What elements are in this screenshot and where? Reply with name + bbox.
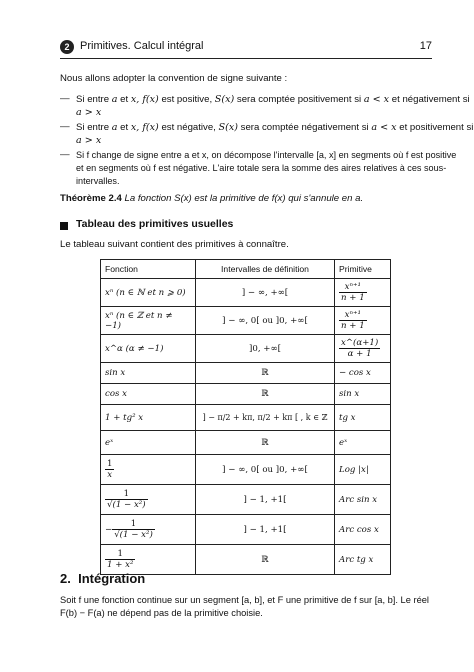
section-square-icon	[60, 222, 68, 230]
bullet-1-line-2: a > x	[76, 107, 102, 118]
intro-text: Nous allons adopter la convention de signe suivante :	[60, 73, 288, 84]
text-run: sera comptée négativement si	[237, 122, 372, 133]
cell-function: sin x	[101, 363, 196, 384]
fraction	[105, 489, 148, 510]
bullet-dash: —	[60, 121, 70, 132]
section-2-line-1: Soit f une fonction continue sur un segment [a, b], et F une primitive de f sur [a, b]. Le réel	[60, 595, 429, 605]
section-2-title: Intégration	[78, 571, 146, 586]
section-lead: Le tableau suivant contient des primitives à connaître.	[60, 239, 289, 250]
text-run: Si entre	[76, 122, 112, 133]
bullet-1-line-1	[76, 93, 470, 106]
cell-primitive: sin x	[335, 384, 391, 405]
cell-domain: ] − ∞, 0[ ou ]0, +∞[	[196, 307, 335, 335]
cell-primitive: Arc cos x	[335, 515, 391, 545]
cell-domain: ] − 1, +1[	[196, 485, 335, 515]
section-number: 2.	[60, 571, 71, 586]
cell-primitive: − cos x	[335, 363, 391, 384]
header-rule	[60, 58, 432, 59]
table-row	[101, 455, 391, 485]
math-a: a	[111, 122, 118, 133]
numerator: 1	[107, 459, 113, 469]
denominator: n + 1	[341, 293, 365, 303]
denominator: α + 1	[347, 349, 372, 359]
table-header-row	[101, 260, 391, 279]
bullet-3-line-2: et en segments où f est négative. L'aire totale sera la somme des aires relatives à ces sous-	[76, 163, 447, 173]
fraction	[112, 519, 155, 540]
fraction	[339, 338, 380, 359]
cell-primitive: eˣ	[335, 431, 391, 455]
fraction	[105, 459, 114, 480]
cell-domain: ℝ	[196, 431, 335, 455]
cell-function: eˣ	[101, 431, 196, 455]
text-run: est positive,	[158, 94, 215, 105]
fraction	[339, 310, 367, 331]
math-condition: a < x	[371, 122, 397, 133]
text-run: et	[117, 94, 131, 105]
fraction	[339, 282, 367, 303]
cell-primitive: Arc tg x	[335, 545, 391, 575]
denominator: √(1 − x²)	[114, 530, 153, 540]
bullet-2-line-2: a > x	[76, 135, 102, 146]
text-run: et	[117, 122, 131, 133]
cell-function	[101, 455, 196, 485]
denominator: 1 + x²	[107, 560, 134, 570]
table-row	[101, 405, 391, 431]
cell-primitive	[335, 335, 391, 363]
bullet-3-line-1: Si f change de signe entre a et x, on décompose l'intervalle [a, x] en segments où f est positive	[76, 150, 457, 160]
running-title: Primitives. Calcul intégral	[80, 40, 204, 52]
cell-domain: ] − 1, +1[	[196, 515, 335, 545]
cell-function: cos x	[101, 384, 196, 405]
fraction	[105, 549, 135, 570]
cell-function: xⁿ (n ∈ ℕ et n ⩾ 0)	[101, 279, 196, 307]
primitives-table	[100, 259, 391, 575]
text-run: est négative,	[158, 122, 219, 133]
numerator: xⁿ⁺¹	[339, 282, 367, 293]
cell-primitive	[335, 279, 391, 307]
text-run: et négativement si	[389, 94, 470, 105]
cell-domain: ℝ	[196, 363, 335, 384]
theorem-2-4	[60, 193, 363, 204]
math-a: a	[111, 94, 118, 105]
bullet-dash: —	[60, 93, 70, 104]
table-row	[101, 545, 391, 575]
denominator: √(1 − x²)	[107, 500, 146, 510]
section-title: Tableau des primitives usuelles	[76, 218, 234, 230]
cell-domain: ℝ	[196, 384, 335, 405]
header-fonction: Fonction	[101, 260, 196, 279]
section-2-line-2: F(b) − F(a) ne dépend pas de la primitive choisie.	[60, 608, 263, 618]
theorem-text: La fonction S(x) est la primitive de f(x) qui s'annule en a.	[124, 193, 364, 204]
theorem-label: Théorème 2.4	[60, 193, 122, 204]
table-row	[101, 335, 391, 363]
running-header	[60, 40, 432, 56]
cell-function: xⁿ (n ∈ ℤ et n ≠ −1)	[101, 307, 196, 335]
text-run: Si entre	[76, 94, 112, 105]
numerator: xⁿ⁺¹	[339, 310, 367, 321]
math-fx: , f(x)	[136, 122, 159, 133]
table-row	[101, 279, 391, 307]
denominator: n + 1	[341, 321, 365, 331]
math-condition: a < x	[363, 94, 390, 105]
minus-sign: −	[105, 525, 113, 535]
numerator: 1	[105, 549, 135, 560]
cell-domain: ℝ	[196, 545, 335, 575]
numerator: 1	[105, 489, 148, 500]
page-number: 17	[419, 40, 432, 52]
table-row	[101, 431, 391, 455]
cell-domain: ] − ∞, +∞[	[196, 279, 335, 307]
section-2-heading	[60, 571, 145, 586]
table-row	[101, 515, 391, 545]
cell-primitive: tg x	[335, 405, 391, 431]
math-Sx: S(x)	[218, 122, 238, 133]
table-row	[101, 485, 391, 515]
math-fx: , f(x)	[136, 94, 159, 105]
numerator: 1	[112, 519, 155, 530]
chapter-badge-icon: 2	[60, 40, 74, 54]
numerator: x^(α+1)	[341, 338, 379, 348]
cell-function	[101, 515, 196, 545]
text-run: sera comptée positivement si	[234, 94, 364, 105]
bullet-3-line-3: intervalles.	[76, 176, 120, 186]
cell-primitive	[335, 307, 391, 335]
bullet-dash: —	[60, 149, 70, 160]
cell-domain: ]0, +∞[	[196, 335, 335, 363]
cell-function	[101, 545, 196, 575]
table-row	[101, 384, 391, 405]
math-x: x	[130, 94, 137, 105]
cell-primitive: Arc sin x	[335, 485, 391, 515]
cell-function: 1 + tg² x	[101, 405, 196, 431]
cell-function	[101, 485, 196, 515]
bullet-2-line-1	[76, 121, 473, 134]
cell-primitive: Log |x|	[335, 455, 391, 485]
header-intervalles: Intervalles de définition	[196, 260, 335, 279]
cell-domain: ] − ∞, 0[ ou ]0, +∞[	[196, 455, 335, 485]
cell-function: x^α (α ≠ −1)	[101, 335, 196, 363]
math-x: x	[130, 122, 137, 133]
header-primitive: Primitive	[335, 260, 391, 279]
text-run: et positivement si	[396, 122, 474, 133]
table-row	[101, 363, 391, 384]
math-Sx: S(x)	[214, 94, 235, 105]
cell-domain: ] − π/2 + kπ, π/2 + kπ [ , k ∈ ℤ	[196, 405, 335, 431]
denominator: x	[107, 470, 113, 480]
table-row	[101, 307, 391, 335]
